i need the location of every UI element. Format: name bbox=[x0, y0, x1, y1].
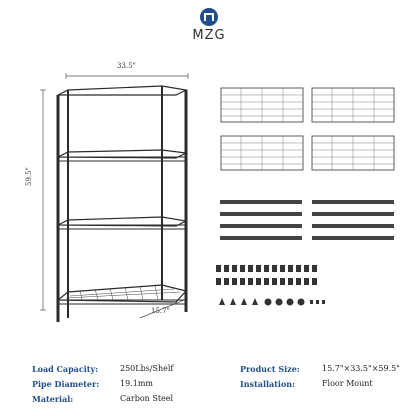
dimension-lines bbox=[40, 73, 188, 318]
wire-shelving-unit bbox=[58, 86, 186, 322]
logo-icon bbox=[200, 8, 218, 26]
material-label: Material: bbox=[32, 394, 74, 404]
product-illustration bbox=[0, 55, 416, 325]
logo-text: MZG bbox=[192, 28, 226, 43]
panel-mesh bbox=[221, 88, 394, 170]
depth-dimension-label: 15.7" bbox=[151, 307, 170, 315]
height-dimension-label: 59.5" bbox=[25, 167, 33, 186]
installation-value: Floor Mount bbox=[322, 379, 373, 388]
load-capacity-value: 250Lbs/Shelf bbox=[120, 364, 174, 373]
leveling-feet bbox=[219, 298, 325, 306]
pipe-diameter-label: Pipe Diameter: bbox=[32, 379, 100, 389]
material-value: Carbon Steel bbox=[120, 394, 174, 403]
plastic-clips bbox=[216, 265, 317, 285]
shelf-panels bbox=[221, 88, 394, 170]
brand-logo bbox=[189, 8, 229, 43]
product-size-value: 15.7"×33.5"×59.5" bbox=[322, 364, 400, 373]
load-capacity-label: Load Capacity: bbox=[32, 364, 99, 374]
installation-label: Installation: bbox=[240, 379, 296, 389]
pipe-diameter-value: 19.1mm bbox=[120, 379, 153, 388]
product-size-label: Product Size: bbox=[240, 364, 300, 374]
width-dimension-label: 33.5" bbox=[117, 62, 136, 70]
support-poles bbox=[220, 200, 394, 240]
